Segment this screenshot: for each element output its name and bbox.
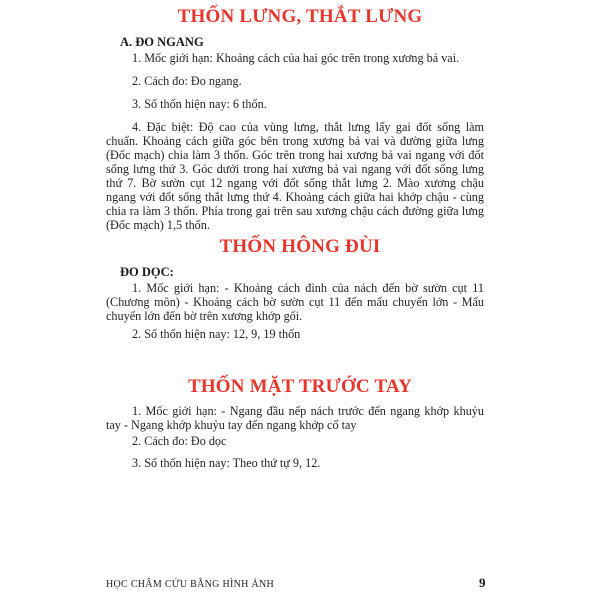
paragraph: 3. Số thốn hiện nay: Theo thứ tự 9, 12. — [132, 456, 321, 470]
paragraph: 2. Cách đo: Đo ngang. — [132, 74, 242, 88]
paragraph: 1. Mốc giới hạn: - Ngang đầu nếp nách trước đến ngang khớp khuỷu tay - Ngang khớp khuỷu tay đến ngang khớp cổ tay — [106, 404, 484, 432]
section-title-mat-truoc-tay: THỐN MẶT TRƯỚC TAY — [187, 376, 413, 397]
section-title-lung: THỐN LƯNG, THẮT LƯNG — [177, 6, 423, 27]
paragraph: 3. Số thốn hiện nay: 6 thốn. — [132, 97, 267, 111]
page-number: 9 — [479, 575, 486, 590]
book-title-footer: HỌC CHÂM CỨU BẰNG HÌNH ẢNH — [106, 579, 275, 590]
paragraph: 1. Mốc giới hạn: Khoảng cách của hai góc trên trong xương bả vai. — [132, 51, 460, 65]
paragraph: 4. Đặc biệt: Độ cao của vùng lưng, thắt lưng lấy gai đốt sống làm chuẩn. Khoảng cách giữa góc bên trong xương bả vai và đường giữa lưng (Đốc mạch) chia làm 3 thốn. Góc trên trong hai xương bả vai ngang với đốt sống lưng thứ 3. Góc dưới trong hai xương bả vai ngang với đốt sống lưng thứ 7. Bờ sườn cụt 12 ngang với đốt sống thắt lưng 2. Mào xương chậu ngang với đốt sống thắt lưng thứ 4. Khoảng cách giữa hai khớp chậu - cùng chia ra làm 3 thốn. Phía trong gai trên sau xương chậu cách đường giữa lưng (Đốc mạch) 1,5 thốn. — [106, 120, 484, 232]
paragraph: 2. Số thốn hiện nay: 12, 9, 19 thốn — [132, 327, 301, 341]
section-title-hong-dui: THỐN HÔNG ĐÙI — [219, 236, 381, 257]
section-subheading-do-doc: ĐO DỌC: — [120, 265, 174, 279]
paragraph: 2. Cách đo: Đo dọc — [132, 434, 227, 448]
section-subheading-do-ngang: A. ĐO NGANG — [120, 35, 204, 49]
paragraph: 1. Mốc giới hạn: - Khoảng cách đỉnh của nách đến bờ sườn cụt 11 (Chương môn) - Khoảng cách bờ sườn cụt 11 đến mấu chuyển lớn - Mấu chuyển lớn đến bờ trên xương khớp gối. — [106, 281, 484, 323]
